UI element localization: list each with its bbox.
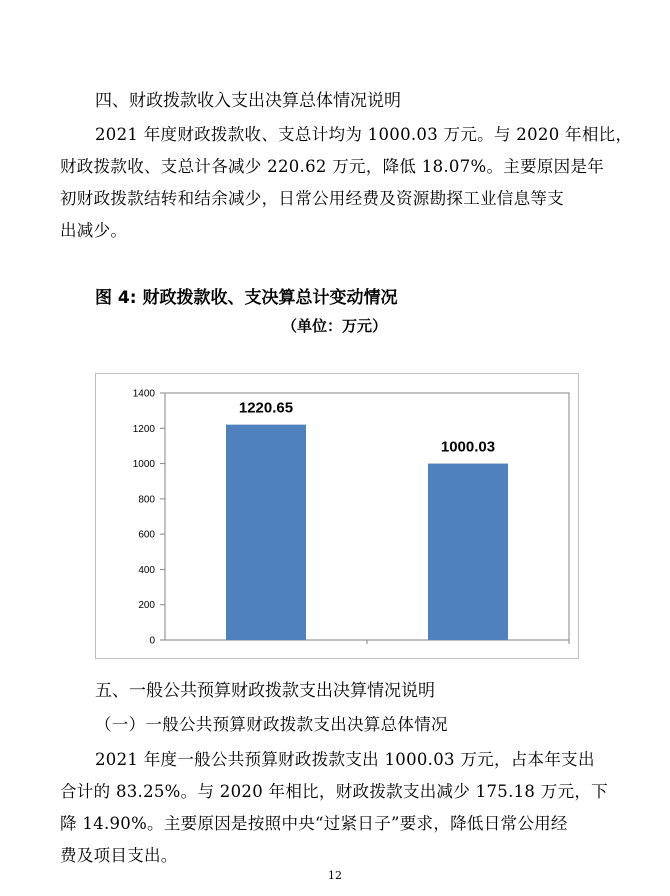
y-tick-label: 400 [138,564,155,576]
paragraph-line: 合计的 83.25%。与 2020 年相比，财政拨款支出减少 175.18 万元，下 [60,782,608,801]
figure-unit: （单位：万元） [282,317,388,335]
figure-title: 图 4: 财政拨款收、支决算总计变动情况 [95,288,398,308]
y-tick-label: 800 [138,494,155,506]
paragraph-line: 2021 年度一般公共预算财政拨款支出 1000.03 万元，占本年支出 [95,750,595,769]
paragraph-line: 财政拨款收、支总计各减少 220.62 万元，降低 18.07%。主要原因是年 [60,157,605,176]
y-tick-label: 1200 [132,423,155,435]
y-tick-label: 200 [138,600,155,612]
data-label: 1220.65 [238,399,294,417]
bar [428,464,508,640]
bar-chart [95,373,579,659]
page-number: 12 [328,869,342,882]
paragraph-line: 初财政拨款结转和结余减少，日常公用经费及资源勘探工业信息等支 [60,189,564,208]
section-4-heading: 四、财政拨款收入支出决算总体情况说明 [95,91,401,111]
y-tick-label: 1000 [132,459,155,471]
section-5-subheading: （一）一般公共预算财政拨款支出决算总体情况 [95,715,448,734]
paragraph-line: 降 14.90%。主要原因是按照中央“过紧日子”要求，降低日常公用经 [60,814,568,833]
bar [226,425,306,640]
data-label: 1000.03 [440,438,496,456]
paragraph-line: 出减少。 [60,221,128,240]
section-5-heading: 五、一般公共预算财政拨款支出决算情况说明 [95,681,435,701]
paragraph-line: 费及项目支出。 [60,846,178,865]
y-tick-label: 600 [138,529,155,541]
y-tick-label: 0 [149,635,155,647]
y-tick-label: 1400 [132,388,155,400]
paragraph-line: 2021 年度财政拨款收、支总计均为 1000.03 万元。与 2020 年相比， [95,125,633,144]
